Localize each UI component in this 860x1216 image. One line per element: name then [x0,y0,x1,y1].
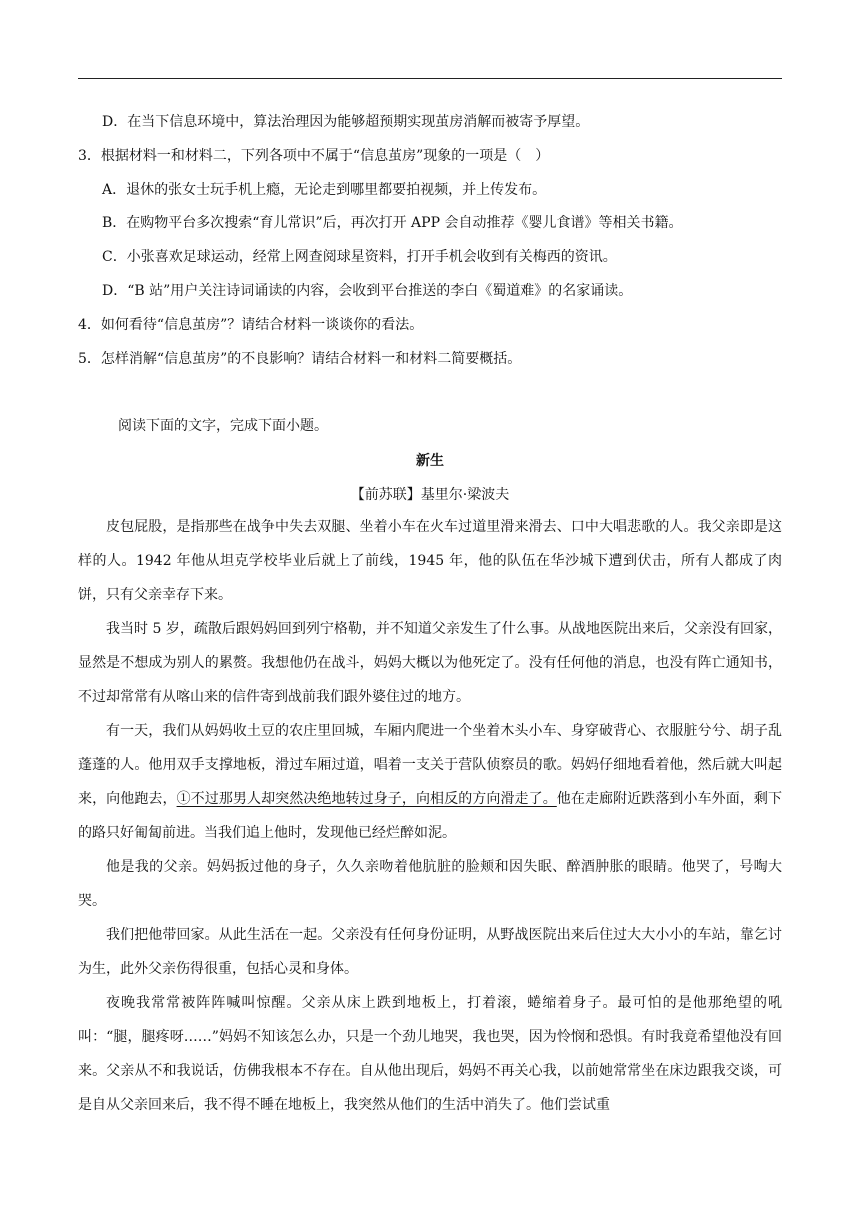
story-paragraph-3 [78,714,782,850]
story-paragraph-4: 他是我的父亲。妈妈扳过他的身子，久久亲吻着他肮脏的脸颊和因失眠、醉酒肿胀的眼睛。他哭了，号啕大哭。 [78,859,782,909]
header-rule [78,78,782,79]
q3-option-d: D．“B 站”用户关注诗词诵读的内容，会收到平台推送的李白《蜀道难》的名家诵读。 [102,283,633,299]
reading-instruction: 阅读下面的文字，完成下面小题。 [118,418,328,434]
q4-question: 4．如何看待“信息茧房”？请结合材料一谈谈你的看法。 [78,317,424,333]
story-paragraph-5: 我们把他带回家。从此生活在一起。父亲没有任何身份证明，从野战医院出来后住过大大小小的车站，靠乞讨为生，此外父亲伤得很重，包括心灵和身体。 [78,927,782,977]
story-paragraph-6: 夜晚我常常被阵阵喊叫惊醒。父亲从床上跌到地板上，打着滚，蜷缩着身子。最可怕的是他那绝望的吼叫：“腿，腿疼呀……”妈妈不知该怎么办，只是一个劲儿地哭，我也哭，因为怜悯和恐惧。有时我竟希望他没有回来。父亲从不和我说话，仿佛我根本不存在。自从他出现后，妈妈不再关心我，以前她常常坐在床边跟我交谈，可是自从父亲回来后，我不得不睡在地板上，我突然从他们的生活中消失了。他们尝试重 [78,995,782,1113]
story-paragraph-1: 皮包屁股，是指那些在战争中失去双腿、坐着小车在火车过道里滑来滑去、口中大唱悲歌的人。我父亲即是这样的人。1942 年他从坦克学校毕业后就上了前线，1945 年，他的队伍在华沙城下遭到伏击，所有人都成了肉饼，只有父亲幸存下来。 [78,519,782,603]
q3-option-c: C．小张喜欢足球运动，经常上网查阅球星资料，打开手机会收到有关梅西的资讯。 [102,249,617,265]
q5-question: 5．怎样消解“信息茧房”的不良影响？请结合材料一和材料二简要概括。 [78,351,522,367]
q2-option-d: D．在当下信息环境中，算法治理因为能够超预期实现茧房消解而被寄予厚望。 [102,114,590,130]
story-author: 【前苏联】基里尔·梁波夫 [350,487,510,503]
story-title: 新生 [416,453,444,469]
q3-stem: 3．根据材料一和材料二，下列各项中不属于“信息茧房”现象的一项是（ ） [78,148,550,164]
underlined-sentence-1: ①不过那男人却突然决绝地转过身子，向相反的方向滑走了。 [176,791,557,807]
paragraph-3-text-end: 他在走廊附近跌落到小车外面，剩下的路只好匍匐前进。当我们追上他时，发现他已经烂醉如泥。 [78,791,783,841]
q3-option-a: A．退休的张女士玩手机上瘾，无论走到哪里都要拍视频，并上传发布。 [102,182,547,198]
story-paragraph-2: 我当时 5 岁，疏散后跟妈妈回到列宁格勒，并不知道父亲发生了什么事。从战地医院出来后，父亲没有回家，显然是不想成为别人的累赘。我想他仍在战斗，妈妈大概以为他死定了。没有任何他的消息，也没有阵亡通知书，不过却常常有从喀山来的信件寄到战前我们跟外婆住过的地方。 [78,621,782,705]
paragraph-3-text-start: 有一天，我们从妈妈收土豆的农庄里回城，车厢内爬进一个坐着木头小车、身穿破背心、衣服脏兮兮、胡子乱蓬蓬的人。他用双手支撑地板，滑过车厢过道，唱着一支关于营队侦察员的歌。妈妈仔细地看着他，然后就大叫起来，向他跑去， [78,723,782,807]
q3-option-b: B．在购物平台多次搜索“育儿常识”后，再次打开 APP 会自动推荐《婴儿食谱》等相关书籍。 [102,215,683,231]
